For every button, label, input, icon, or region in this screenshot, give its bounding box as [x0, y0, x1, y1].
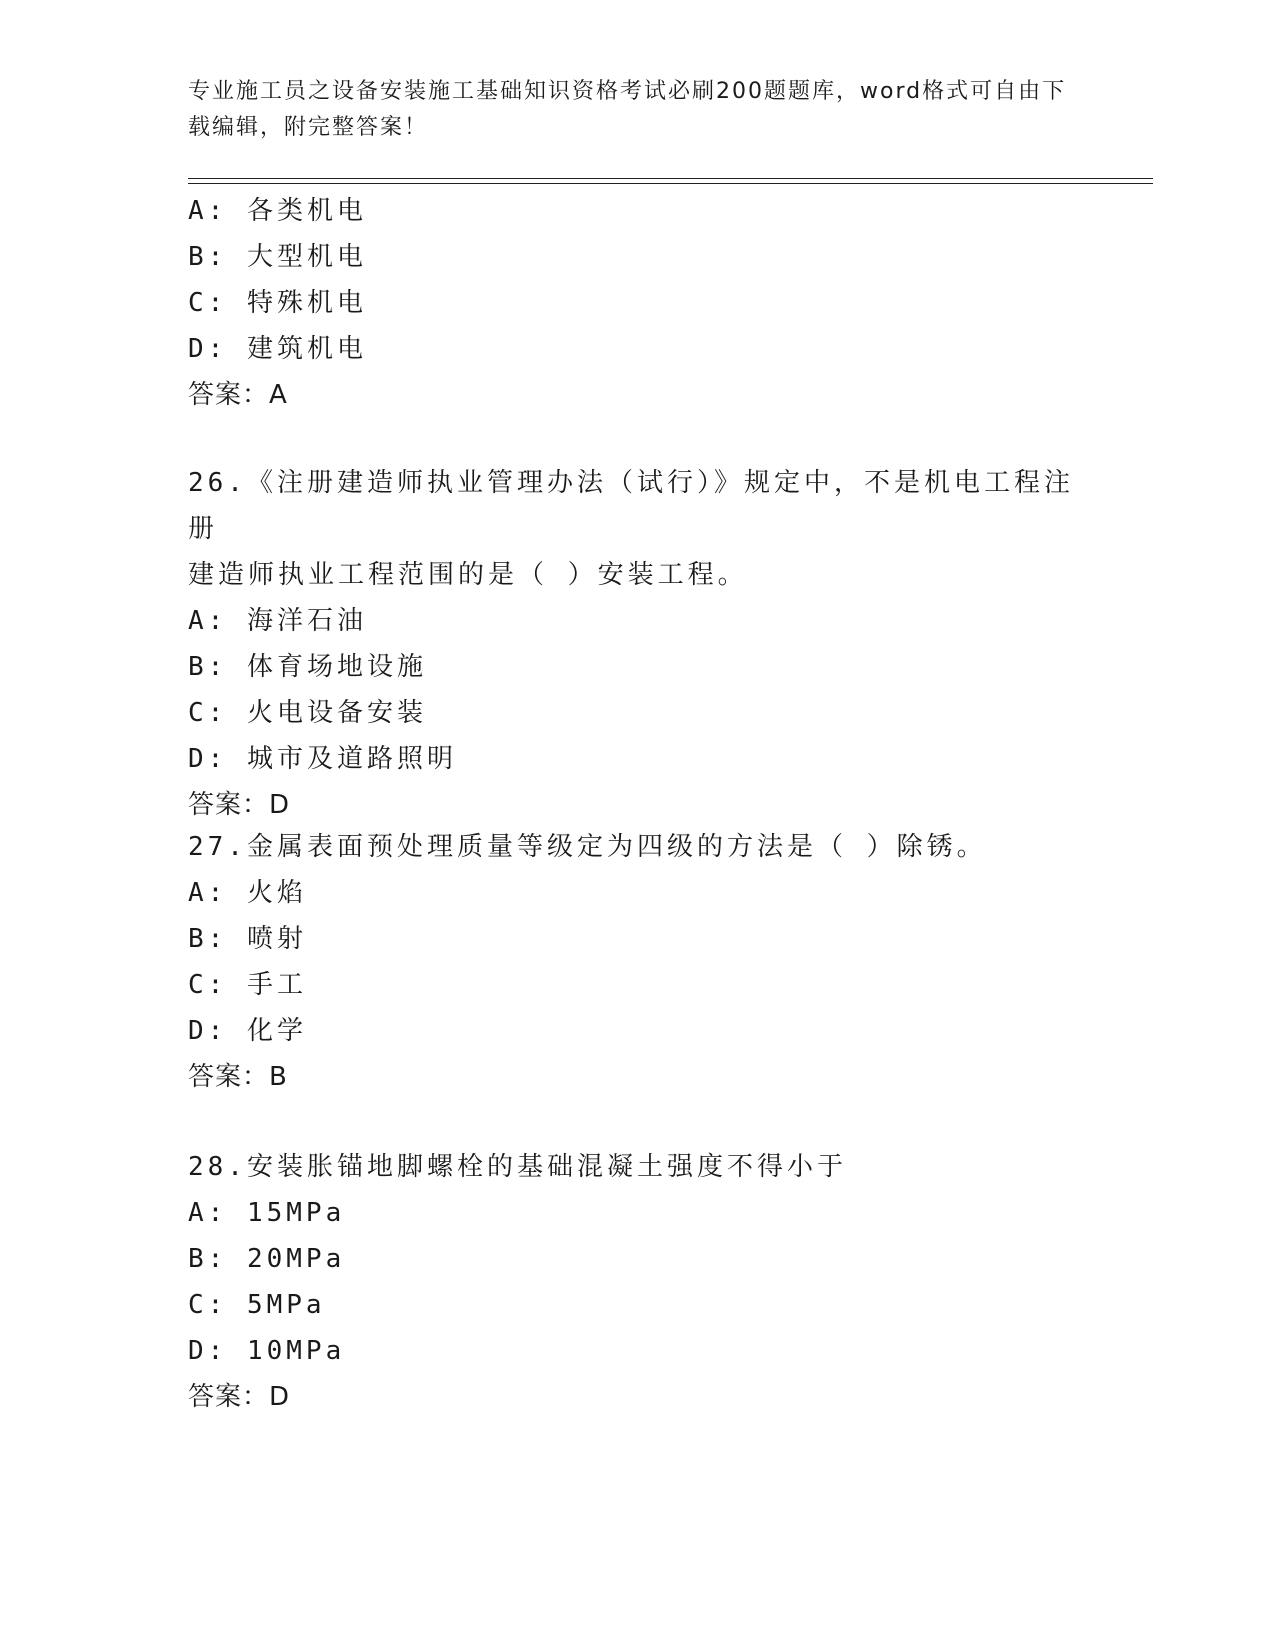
option-d: D: 10MPa — [188, 1336, 346, 1366]
question-28 — [188, 1144, 1088, 1420]
option-b: B: 大型机电 — [188, 242, 367, 272]
option-c: C: 5MPa — [188, 1290, 326, 1320]
question-stem: 28.安装胀锚地脚螺栓的基础混凝土强度不得小于 — [188, 1152, 847, 1182]
option-b: B: 体育场地设施 — [188, 652, 427, 682]
question-25-continued — [188, 188, 1088, 418]
header-divider-top — [188, 178, 1153, 179]
option-a: A: 15MPa — [188, 1198, 346, 1228]
question-stem-continued: 建造师执业工程范围的是（ ）安装工程。 — [188, 560, 748, 590]
answer-line: 答案：D — [188, 790, 291, 820]
option-d: D: 建筑机电 — [188, 334, 367, 364]
option-c: C: 特殊机电 — [188, 288, 367, 318]
question-27 — [188, 824, 1088, 1100]
answer-line: 答案：D — [188, 1382, 291, 1412]
question-stem: 27.金属表面预处理质量等级定为四级的方法是（ ）除锈。 — [188, 832, 987, 862]
answer-line: 答案：B — [188, 1062, 288, 1092]
option-c: C: 火电设备安装 — [188, 698, 427, 728]
answer-line: 答案：A — [188, 380, 288, 410]
option-a: A: 海洋石油 — [188, 606, 367, 636]
question-26 — [188, 460, 1088, 828]
option-a: A: 火焰 — [188, 878, 307, 908]
option-c: C: 手工 — [188, 970, 307, 1000]
option-d: D: 化学 — [188, 1016, 307, 1046]
document-header: 专业施工员之设备安装施工基础知识资格考试必刷200题题库，word格式可自由下载编辑，附完整答案！ — [188, 79, 1067, 140]
option-b: B: 20MPa — [188, 1244, 346, 1274]
header-divider-bottom — [188, 183, 1153, 184]
option-d: D: 城市及道路照明 — [188, 744, 457, 774]
option-b: B: 喷射 — [188, 924, 307, 954]
question-stem: 26.《注册建造师执业管理办法（试行）》规定中，不是机电工程注册 — [188, 468, 1074, 544]
option-a: A: 各类机电 — [188, 196, 367, 226]
